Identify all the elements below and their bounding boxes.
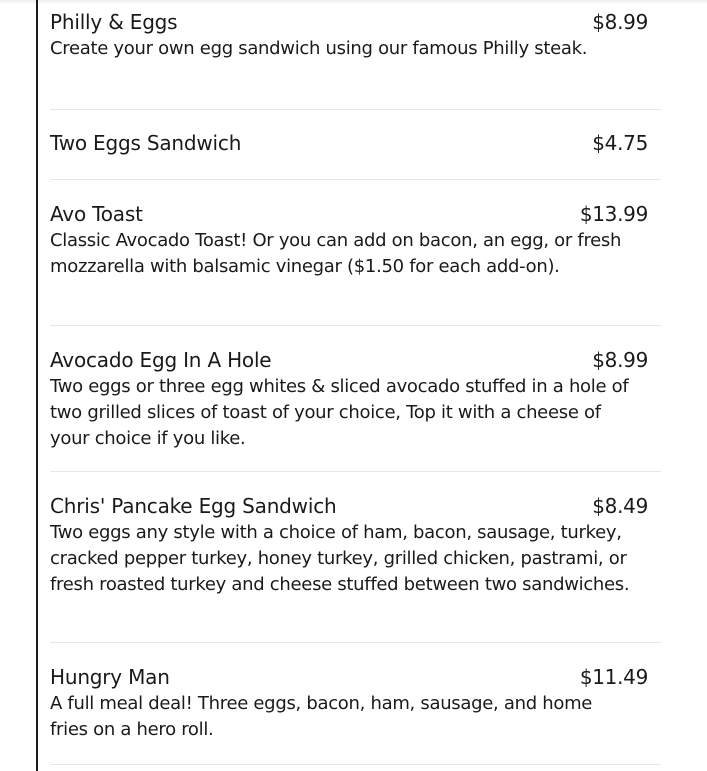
menu-item-price: $11.49 [579,665,648,689]
menu-item-description: Two eggs any style with a choice of ham, bacon, sausage, turkey, cracked pepper turkey, honey turkey, grilled chicken, pastrami, or fresh roasted turkey and cheese stuffed between two sandwiches. [50,522,630,595]
menu-item-name: Hungry Man [50,665,170,689]
menu-item[interactable] [50,110,661,180]
menu-item-header [50,118,661,155]
menu-item-header [50,651,661,689]
menu-item-header [50,334,661,372]
menu-item-header [50,480,661,518]
menu-item-header [50,8,661,34]
menu-item-price: $8.99 [592,348,648,372]
menu-item-list [50,0,661,765]
menu-item-name: Philly & Eggs [50,10,178,34]
menu-item-description: A full meal deal! Three eggs, bacon, ham, sausage, and home fries on a hero roll. [50,693,593,740]
menu-item-name: Avo Toast [50,202,143,226]
menu-item-name: Two Eggs Sandwich [50,131,242,155]
menu-item[interactable] [50,0,661,110]
menu-item[interactable] [50,180,661,326]
menu-item-description: Classic Avocado Toast! Or you can add on bacon, an egg, or fresh mozzarella with balsamic vinegar ($1.50 for each add-on). [50,230,622,277]
menu-item-name: Avocado Egg In A Hole [50,348,272,372]
menu-item-name: Chris' Pancake Egg Sandwich [50,494,337,518]
menu-item-price: $8.99 [592,10,648,34]
menu-item[interactable] [50,326,661,472]
menu-item[interactable] [50,472,661,643]
menu-item-header [50,188,661,226]
content-left-border [36,0,38,771]
menu-item-description: Two eggs or three egg whites & sliced avocado stuffed in a hole of two grilled slices of toast of your choice, Top it with a cheese of your choice if you like. [50,376,629,449]
menu-item[interactable] [50,643,661,765]
menu-item-price: $13.99 [579,202,648,226]
menu-item-price: $8.49 [592,494,648,518]
menu-item-price: $4.75 [592,131,648,155]
menu-item-description: Create your own egg sandwich using our famous Philly steak. [50,38,588,59]
